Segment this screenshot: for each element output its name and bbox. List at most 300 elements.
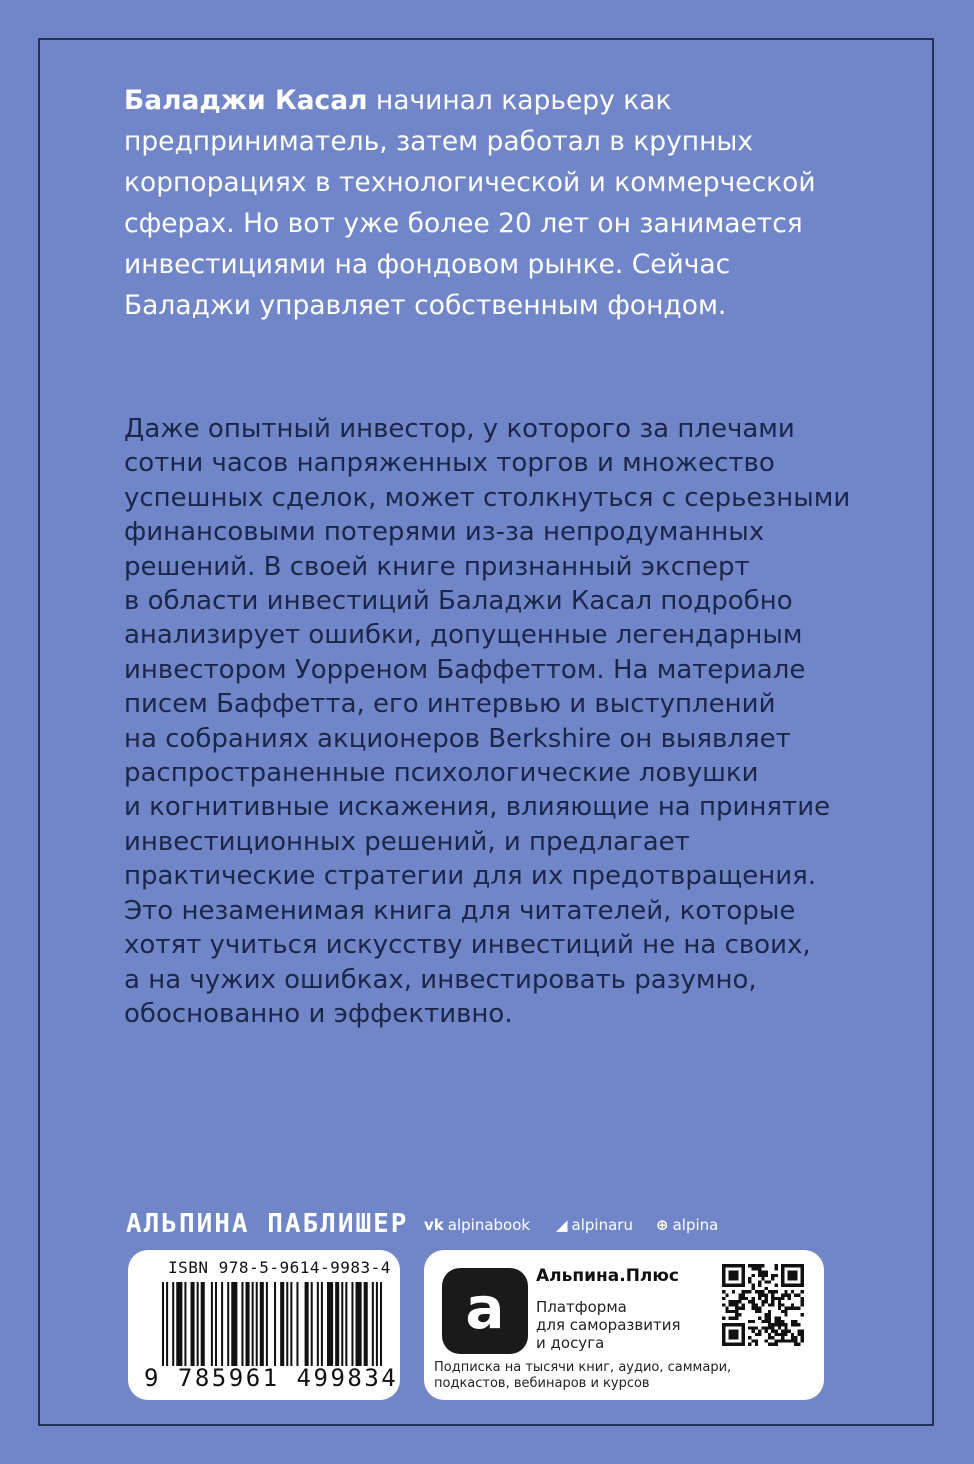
qr-cell	[729, 1310, 732, 1313]
qr-cell	[758, 1274, 761, 1277]
qr-cell	[765, 1316, 768, 1319]
qr-cell	[748, 1300, 751, 1303]
barcode-bar	[184, 1282, 186, 1366]
author-name: Баладжи Касал	[124, 85, 368, 116]
qr-cell	[784, 1294, 787, 1297]
barcode-bar	[246, 1282, 250, 1366]
qr-cell	[765, 1294, 768, 1297]
qr-cell	[774, 1284, 777, 1287]
qr-cell	[768, 1303, 771, 1306]
description-line: хотят учиться искусству инвестиций не на своих,	[124, 930, 811, 961]
qr-cell	[781, 1284, 804, 1287]
description-line: решений. В своей книге признанный эксперт	[124, 551, 750, 582]
qr-cell	[735, 1303, 738, 1306]
qr-cell	[784, 1339, 787, 1342]
qr-cell	[771, 1297, 774, 1300]
qr-cell	[774, 1339, 777, 1342]
qr-cell	[781, 1264, 804, 1267]
barcode-bar	[364, 1282, 368, 1366]
qr-cell	[797, 1307, 800, 1310]
qr-cell	[774, 1320, 777, 1323]
qr-cell	[788, 1294, 791, 1297]
qr-cell	[755, 1307, 758, 1310]
description-line: Это незаменимая книга для читателей, которые	[124, 895, 796, 926]
qr-cell	[722, 1264, 745, 1267]
description-line: обоснованно и эффективно.	[124, 998, 513, 1029]
barcode-bar	[274, 1282, 276, 1366]
qr-cell	[778, 1307, 781, 1310]
plus-circle-icon: ⊕	[656, 1216, 669, 1234]
barcode-bar	[197, 1282, 199, 1366]
qr-cell	[755, 1303, 758, 1306]
qr-cell	[788, 1297, 791, 1300]
qr-cell	[781, 1320, 784, 1323]
barcode-bar	[286, 1282, 288, 1366]
author-bio-line: предприниматель, затем работал в крупных	[124, 126, 754, 157]
qr-cell	[752, 1284, 755, 1287]
qr-cell	[774, 1316, 777, 1319]
barcode-bar	[376, 1282, 378, 1366]
qr-cell	[758, 1330, 761, 1333]
barcode-bar	[317, 1282, 319, 1366]
qr-cell	[801, 1290, 804, 1293]
qr-cell	[778, 1323, 781, 1326]
qr-cell	[742, 1303, 745, 1306]
qr-cell	[755, 1267, 758, 1270]
qr-cell	[742, 1264, 745, 1287]
qr-cell	[778, 1333, 781, 1336]
barcode-bar	[372, 1282, 374, 1366]
description-line: инвестором Уорреном Баффеттом. На материале	[124, 654, 806, 685]
qr-cell	[722, 1303, 725, 1306]
qr-cell	[758, 1290, 761, 1293]
qr-cell	[784, 1307, 787, 1310]
qr-cell	[742, 1307, 745, 1310]
qr-cell	[794, 1336, 797, 1339]
social-vk[interactable]	[424, 1214, 530, 1236]
qr-cell	[729, 1330, 739, 1340]
qr-cell	[758, 1264, 761, 1267]
qr-cell	[735, 1307, 738, 1310]
qr-cell	[738, 1313, 741, 1316]
social-vk-handle: alpinabook	[447, 1216, 531, 1234]
isbn-label: ISBN 978-5-9614-9983-4	[168, 1258, 391, 1277]
qr-cell	[794, 1307, 797, 1310]
qr-cell	[768, 1336, 771, 1339]
qr-cell	[801, 1330, 804, 1333]
qr-cell	[758, 1267, 761, 1270]
qr-cell	[791, 1320, 794, 1323]
qr-cell	[722, 1323, 725, 1346]
author-bio-line-rest: начинал карьеру как	[367, 85, 672, 116]
qr-cell	[742, 1290, 745, 1293]
barcode-bar	[172, 1282, 174, 1366]
qr-cell	[758, 1316, 761, 1319]
qr-cell	[761, 1303, 764, 1306]
description-line: анализирует ошибки, допущенные легендарным	[124, 620, 803, 651]
qr-cell	[735, 1316, 738, 1319]
qr-cell	[755, 1339, 758, 1342]
qr-cell	[765, 1271, 768, 1274]
qr-cell	[722, 1264, 725, 1287]
barcode-digits: 9 785961 499834	[144, 1364, 399, 1392]
qr-cell	[752, 1274, 755, 1277]
alpina-plus-app-icon	[442, 1268, 528, 1354]
description-line: писем Баффетта, его интервью и выступлений	[124, 689, 776, 720]
qr-cell	[765, 1297, 768, 1300]
qr-cell	[752, 1303, 755, 1306]
qr-cell	[761, 1264, 764, 1267]
qr-cell	[797, 1343, 800, 1346]
qr-cell	[735, 1300, 738, 1303]
qr-cell	[768, 1316, 771, 1319]
qr-cell	[788, 1307, 791, 1310]
author-bio	[124, 80, 844, 326]
qr-cell	[748, 1343, 751, 1346]
alpina-plus-tagline: Платформа	[536, 1298, 627, 1316]
alpina-plus-tagline: и досуга	[536, 1334, 605, 1352]
qr-cell	[778, 1339, 781, 1342]
qr-cell	[801, 1336, 804, 1339]
qr-cell	[738, 1297, 741, 1300]
qr-cell	[738, 1294, 741, 1297]
author-bio-line: Баладжи управляет собственным фондом.	[124, 290, 727, 321]
qr-cell	[771, 1300, 774, 1303]
qr-cell	[778, 1326, 781, 1329]
qr-cell	[781, 1339, 784, 1342]
qr-cell	[738, 1300, 741, 1303]
qr-cell	[781, 1310, 784, 1313]
qr-cell	[771, 1294, 774, 1297]
qr-cell	[781, 1336, 784, 1339]
qr-cell	[755, 1343, 758, 1346]
qr-cell	[791, 1303, 794, 1306]
description-line: распространенные психологические ловушки	[124, 758, 759, 789]
barcode-bar	[191, 1282, 195, 1366]
book-description	[124, 412, 854, 1031]
qr-cell	[748, 1277, 751, 1280]
qr-cell	[722, 1297, 725, 1300]
social-site-handle: alpina	[672, 1216, 719, 1234]
barcode-bar	[260, 1282, 264, 1366]
qr-cell	[768, 1280, 771, 1283]
barcode-bar	[241, 1282, 243, 1366]
qr-cell	[758, 1271, 761, 1274]
qr-cell	[791, 1323, 794, 1326]
barcode-bar	[345, 1282, 347, 1366]
qr-cell	[797, 1330, 800, 1333]
qr-cell	[774, 1330, 777, 1333]
qr-cell	[735, 1313, 738, 1316]
qr-cell	[745, 1297, 748, 1300]
qr-cell	[752, 1307, 755, 1310]
qr-cell	[742, 1297, 745, 1300]
qr-cell	[761, 1326, 764, 1329]
vk-icon: vk	[424, 1216, 444, 1234]
qr-cell	[778, 1300, 781, 1303]
qr-cell	[748, 1290, 751, 1293]
qr-cell	[781, 1264, 784, 1287]
qr-cell	[791, 1333, 794, 1336]
barcode-bar	[162, 1282, 164, 1366]
barcode-bar	[221, 1282, 223, 1366]
qr-cell	[765, 1287, 768, 1290]
qr-cell	[784, 1333, 787, 1336]
barcode-bar	[211, 1282, 213, 1366]
qr-cell	[755, 1310, 758, 1313]
qr-cell	[791, 1336, 794, 1339]
qr-cell	[765, 1280, 768, 1283]
social-site[interactable]	[656, 1214, 718, 1236]
qr-cell	[797, 1294, 800, 1297]
qr-cell	[784, 1290, 787, 1293]
qr-cell	[758, 1280, 761, 1283]
qr-cell	[781, 1303, 784, 1306]
author-bio-line: инвестициями на фондовом рынке. Сейчас	[124, 249, 731, 280]
qr-cell	[765, 1330, 768, 1333]
qr-cell	[784, 1323, 787, 1326]
qr-cell	[768, 1310, 771, 1313]
qr-cell	[781, 1297, 784, 1300]
barcode-bar	[311, 1282, 313, 1366]
qr-cell	[768, 1290, 771, 1293]
barcode-bar	[215, 1282, 217, 1366]
qr-cell	[774, 1274, 777, 1277]
qr-cell	[791, 1339, 794, 1342]
alpina-plus-tagline: для саморазвития	[536, 1316, 681, 1334]
alpina-plus-block[interactable]	[424, 1250, 824, 1400]
qr-cell	[755, 1290, 758, 1293]
barcode-bar	[335, 1282, 339, 1366]
qr-cell	[768, 1320, 771, 1323]
app-icon-letter: a	[465, 1274, 505, 1342]
barcode-bar	[380, 1282, 382, 1366]
qr-cell	[748, 1280, 751, 1283]
qr-cell	[732, 1300, 735, 1303]
qr-cell	[768, 1323, 771, 1326]
qr-cell	[781, 1333, 784, 1336]
qr-code[interactable]	[722, 1264, 804, 1346]
qr-cell	[794, 1320, 797, 1323]
qr-cell	[745, 1290, 748, 1293]
qr-cell	[732, 1310, 735, 1313]
publisher-logo: АЛЬПИНА ПАБЛИШЕР	[126, 1209, 409, 1239]
telegram-icon: ◢	[556, 1216, 568, 1234]
qr-cell	[784, 1313, 787, 1316]
qr-cell	[758, 1333, 761, 1336]
qr-cell	[722, 1323, 745, 1326]
qr-cell	[748, 1264, 751, 1267]
barcode-bar	[176, 1282, 182, 1366]
qr-cell	[732, 1303, 735, 1306]
description-line: успешных сделок, может столкнуться с серьезными	[124, 482, 851, 513]
barcode-bar	[166, 1282, 168, 1366]
description-line: Даже опытный инвестор, у которого за плечами	[124, 414, 795, 444]
qr-cell	[752, 1264, 755, 1267]
qr-cell	[781, 1294, 784, 1297]
qr-cell	[758, 1310, 761, 1313]
qr-cell	[752, 1297, 755, 1300]
qr-cell	[784, 1330, 787, 1333]
qr-cell	[794, 1339, 797, 1342]
description-line: сотни часов напряженных торгов и множество	[124, 448, 775, 479]
qr-cell	[788, 1339, 791, 1342]
qr-cell	[755, 1264, 758, 1267]
barcode-bar	[296, 1282, 298, 1366]
qr-cell	[725, 1294, 728, 1297]
qr-cell	[722, 1284, 745, 1287]
qr-cell	[774, 1343, 777, 1346]
qr-cell	[774, 1290, 777, 1293]
qr-cell	[752, 1287, 755, 1290]
social-telegram-handle: alpinaru	[571, 1216, 633, 1234]
qr-cell	[765, 1339, 768, 1342]
barcode	[162, 1282, 382, 1366]
qr-cell	[752, 1320, 755, 1323]
barcode-bar	[266, 1282, 268, 1366]
qr-cell	[771, 1343, 774, 1346]
qr-cell	[794, 1294, 797, 1297]
qr-cell	[725, 1310, 728, 1313]
qr-cell	[742, 1323, 745, 1346]
qr-cell	[752, 1300, 755, 1303]
qr-cell	[768, 1333, 771, 1336]
qr-cell	[797, 1323, 800, 1326]
isbn-block	[128, 1250, 400, 1400]
qr-cell	[771, 1336, 774, 1339]
author-bio-line: корпорациях в технологической и коммерческой	[124, 167, 816, 198]
qr-cell	[729, 1271, 739, 1281]
qr-cell	[761, 1271, 764, 1274]
qr-cell	[801, 1339, 804, 1342]
qr-cell	[771, 1303, 774, 1306]
qr-cell	[761, 1294, 764, 1297]
qr-cell	[771, 1274, 774, 1277]
qr-cell	[765, 1274, 768, 1277]
description-line: инвестиционных решений, и предлагает	[124, 826, 690, 857]
qr-cell	[722, 1290, 725, 1293]
description-line: финансовыми потерями из-за непродуманных	[124, 517, 765, 548]
qr-cell	[768, 1313, 771, 1316]
qr-cell	[752, 1326, 755, 1329]
qr-cell	[722, 1343, 745, 1346]
qr-cell	[765, 1326, 768, 1329]
qr-cell	[722, 1316, 725, 1319]
qr-cell	[778, 1320, 781, 1323]
qr-cell	[771, 1326, 774, 1329]
qr-cell	[761, 1290, 764, 1293]
qr-cell	[801, 1303, 804, 1306]
qr-cell	[801, 1333, 804, 1336]
qr-cell	[729, 1303, 732, 1306]
barcode-bar	[351, 1282, 353, 1366]
qr-cell	[729, 1316, 732, 1319]
qr-cell	[774, 1264, 777, 1267]
author-bio-line: сферах. Но вот уже более 20 лет он занимается	[124, 208, 803, 239]
qr-cell	[788, 1271, 798, 1281]
qr-cell	[781, 1330, 784, 1333]
qr-cell	[725, 1307, 728, 1310]
qr-cell	[791, 1307, 794, 1310]
qr-cell	[761, 1320, 764, 1323]
qr-cell	[758, 1294, 761, 1297]
qr-cell	[778, 1303, 781, 1306]
qr-cell	[758, 1297, 761, 1300]
qr-cell	[752, 1339, 755, 1342]
barcode-bar	[227, 1282, 229, 1366]
qr-cell	[761, 1277, 764, 1280]
barcode-bar	[252, 1282, 254, 1366]
barcode-bar	[305, 1282, 309, 1366]
qr-cell	[752, 1267, 755, 1270]
qr-cell	[801, 1297, 804, 1300]
qr-cell	[778, 1297, 781, 1300]
qr-cell	[768, 1326, 771, 1329]
qr-cell	[801, 1313, 804, 1316]
qr-cell	[784, 1326, 787, 1329]
qr-cell	[794, 1323, 797, 1326]
author-bio-line	[124, 80, 844, 121]
description-line: а на чужих ошибках, инвестировать разумно,	[124, 964, 757, 995]
qr-cell	[771, 1290, 774, 1293]
description-line: в области инвестиций Баладжи Касал подробно	[124, 586, 793, 617]
barcode-bar	[321, 1282, 323, 1366]
description-line: практические стратегии для их предотвращения.	[124, 861, 817, 892]
qr-cell	[758, 1284, 761, 1287]
qr-cell	[801, 1264, 804, 1287]
qr-cell	[788, 1330, 791, 1333]
qr-cell	[771, 1330, 774, 1333]
qr-cell	[774, 1333, 777, 1336]
qr-cell	[784, 1310, 787, 1313]
qr-cell	[778, 1316, 781, 1319]
qr-cell	[742, 1294, 745, 1297]
qr-cell	[771, 1277, 774, 1280]
qr-cell	[765, 1313, 768, 1316]
qr-cell	[771, 1323, 774, 1326]
description-line: на собраниях акционеров Berkshire он выявляет	[124, 723, 791, 754]
qr-cell	[765, 1300, 768, 1303]
qr-cell	[729, 1300, 732, 1303]
qr-cell	[774, 1297, 777, 1300]
alpina-plus-subscription: подкастов, вебинаров и курсов	[434, 1376, 650, 1391]
qr-cell	[735, 1310, 738, 1313]
barcode-bar	[327, 1282, 333, 1366]
qr-cell	[752, 1330, 755, 1333]
qr-cell	[765, 1320, 768, 1323]
barcode-bar	[201, 1282, 205, 1366]
barcode-bar	[356, 1282, 362, 1366]
qr-cell	[732, 1290, 735, 1293]
qr-cell	[781, 1323, 784, 1326]
qr-cell	[755, 1326, 758, 1329]
qr-cell	[774, 1267, 777, 1270]
barcode-bar	[341, 1282, 343, 1366]
qr-cell	[748, 1326, 751, 1329]
qr-cell	[791, 1290, 794, 1293]
qr-cell	[761, 1274, 764, 1277]
barcode-bar	[290, 1282, 292, 1366]
alpina-plus-title: Альпина.Плюс	[536, 1266, 679, 1286]
barcode-bar	[231, 1282, 237, 1366]
qr-cell	[748, 1336, 751, 1339]
social-telegram[interactable]	[556, 1214, 633, 1236]
description-line: и когнитивные искажения, влияющие на принятие	[124, 792, 831, 823]
qr-cell	[758, 1307, 761, 1310]
qr-cell	[748, 1320, 751, 1323]
barcode-bar	[256, 1282, 258, 1366]
alpina-plus-subscription: Подписка на тысячи книг, аудио, саммари,	[434, 1360, 732, 1375]
